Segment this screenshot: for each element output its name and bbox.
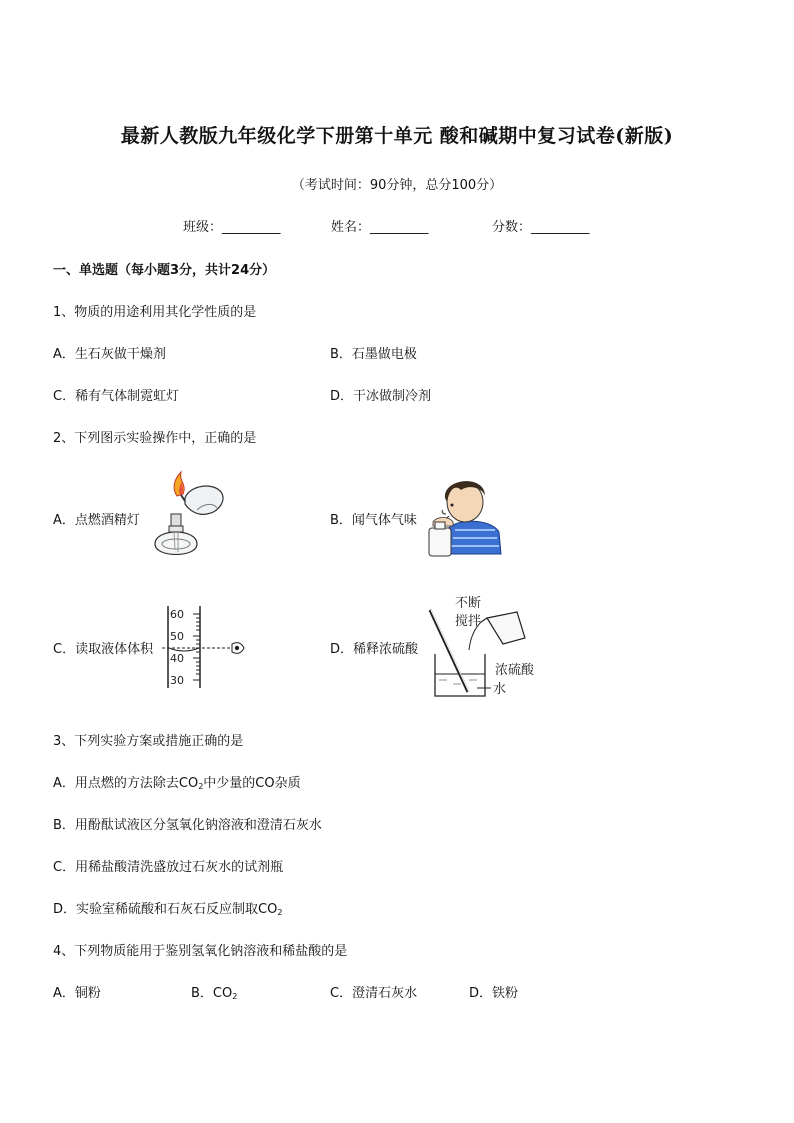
question-1-option-a[interactable]: A．生石灰做干燥剂 [53,347,166,362]
question-1-stem: 1、物质的用途利用其化学性质的是 [53,305,257,320]
smell-gas-figure [425,470,505,560]
flame-icon [174,472,184,496]
q3-d-subscript: 2 [277,908,283,917]
page-title: 最新人教版九年级化学下册第十单元 酸和碱期中复习试卷(新版) [120,125,674,147]
dilute-acid-figure [425,592,550,702]
question-4-option-c[interactable]: C．澄清石灰水 [330,986,418,1001]
question-3-stem: 3、下列实验方案或措施正确的是 [53,734,244,749]
lamp-body-icon [155,532,197,555]
q3-d-text-pre: D．实验室稀硫酸和石灰石反应制取CO [53,902,278,917]
section-heading: 一、单选题（每小题3分，共计24分） [53,263,276,278]
label-acid: 浓硫酸 [495,663,535,678]
tick-label-50: 50 [170,630,184,643]
tick-label-30: 30 [170,674,184,687]
question-2-option-d[interactable]: D．稀释浓硫酸 [330,642,419,657]
question-3-option-c[interactable]: C．用稀盐酸清洗盛放过石灰水的试剂瓶 [53,860,284,875]
cylinder-reading-figure [160,604,255,690]
question-2-option-a[interactable]: A．点燃酒精灯 [53,513,140,528]
exam-info: （考试时间：90分钟，总分100分） [291,178,503,193]
class-field[interactable]: 班级：_________ [183,220,281,235]
question-4-option-a[interactable]: A．铜粉 [53,986,101,1001]
tick-label-60: 60 [170,608,184,621]
q3-a-text-post: 中少量的CO杂质 [203,776,301,791]
gas-bottle-icon [429,528,451,556]
score-field[interactable]: 分数：_________ [492,220,590,235]
q3-a-subscript: 2 [198,782,204,791]
question-2-option-b[interactable]: B．闻气体气味 [330,513,417,528]
question-4-stem: 4、下列物质能用于鉴别氢氧化钠溶液和稀盐酸的是 [53,944,348,959]
question-4-option-d[interactable]: D．铁粉 [469,986,519,1001]
q4-b-text-pre: B．CO [191,986,233,1001]
label-stir-1: 不断 [455,596,482,611]
question-3-option-a[interactable] [53,772,301,791]
tick-label-40: 40 [170,652,184,665]
lamp-cap-icon [171,514,181,526]
question-2-stem: 2、下列图示实验操作中，正确的是 [53,431,257,446]
question-1-option-c[interactable]: C．稀有气体制霓虹灯 [53,389,180,404]
tilted-lamp-icon [185,486,223,514]
name-field[interactable]: 姓名：_________ [331,220,429,235]
question-1-option-b[interactable]: B．石墨做电极 [330,347,417,362]
question-3-option-d[interactable] [53,898,282,917]
q3-a-text-pre: A．用点燃的方法除去CO [53,776,199,791]
question-1-option-d[interactable]: D．干冰做制冷剂 [330,389,432,404]
question-3-option-b[interactable]: B．用酚酞试液区分氢氧化钠溶液和澄清石灰水 [53,818,322,833]
question-4-option-b[interactable] [191,982,237,1001]
label-water: 水 [493,682,507,697]
alcohol-lamp-figure [145,470,230,565]
question-2-option-c[interactable]: C．读取液体体积 [53,642,154,657]
label-stir-2: 搅拌 [455,614,482,629]
acid-beaker-icon [487,612,525,644]
q4-b-subscript: 2 [232,992,238,1001]
